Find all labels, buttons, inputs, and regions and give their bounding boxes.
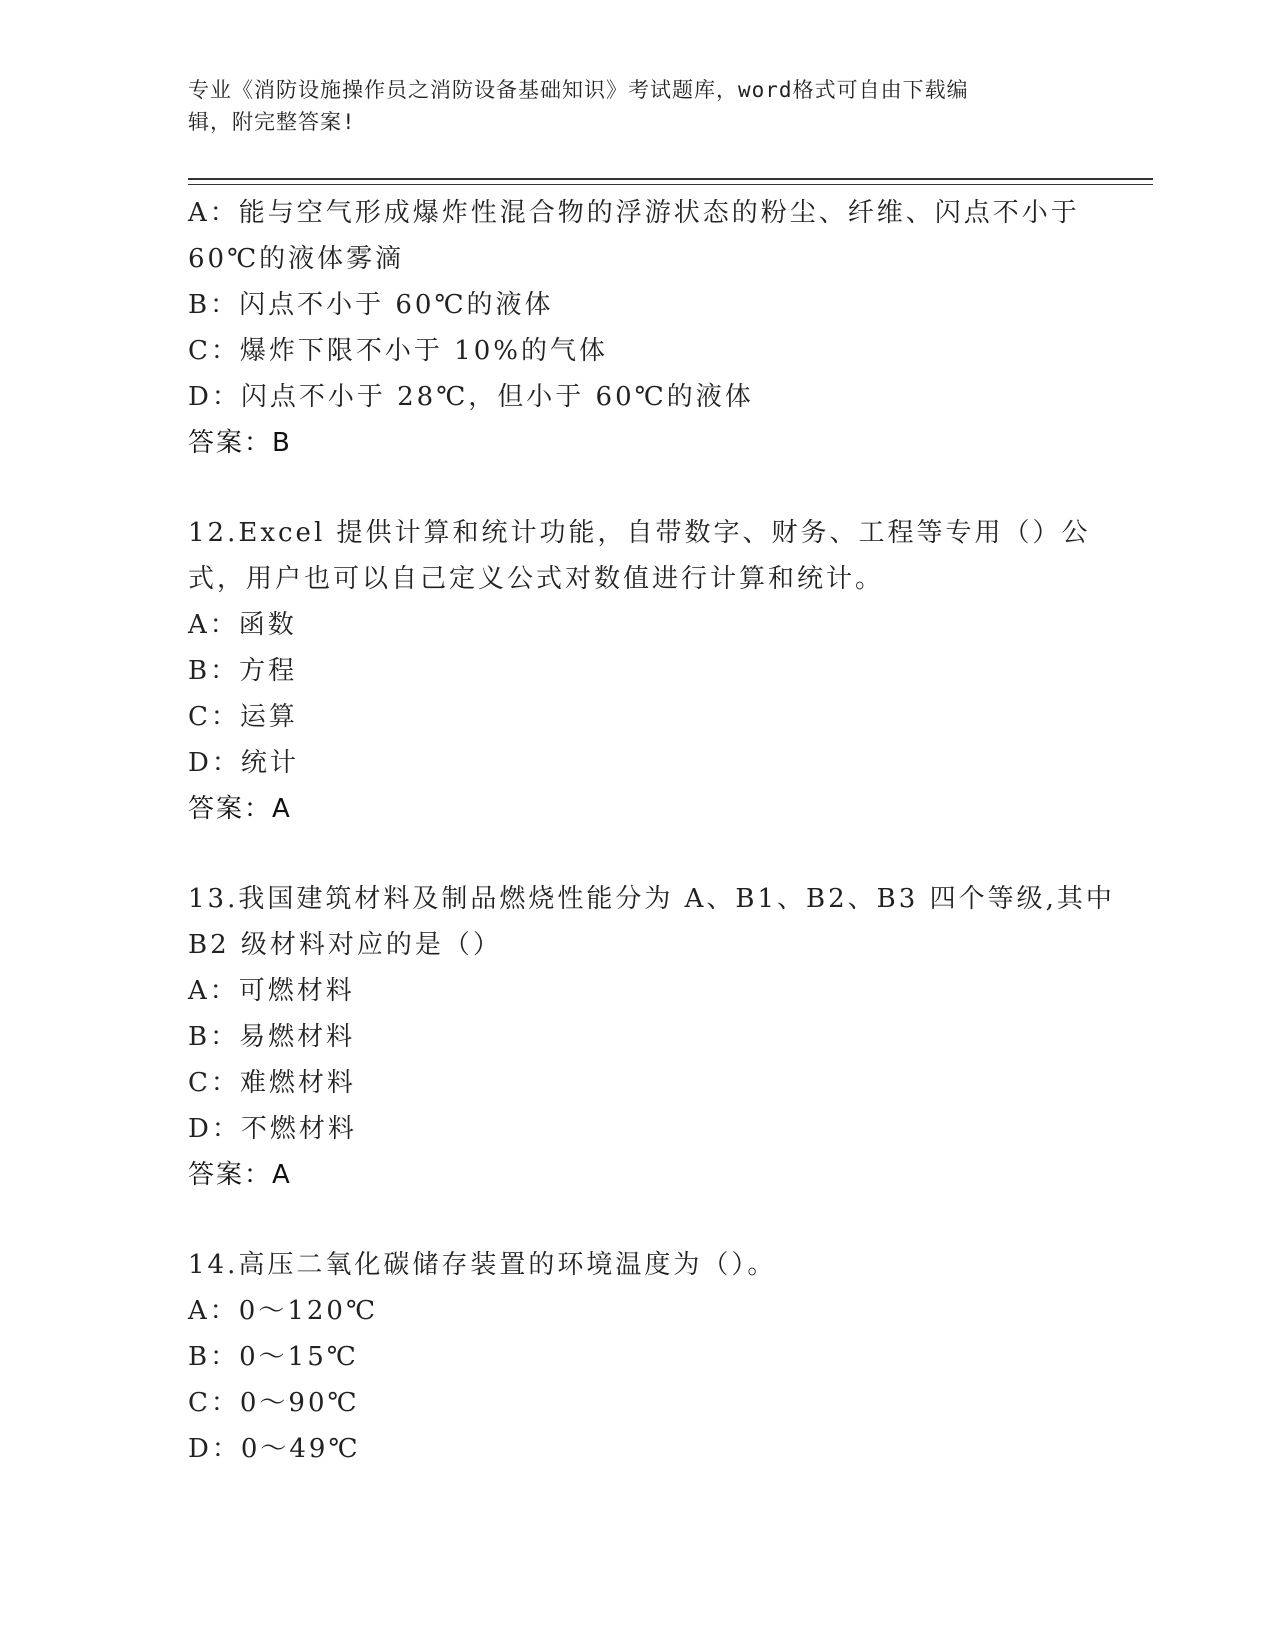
header-line-1: 专业《消防设施操作员之消防设备基础知识》考试题库，word格式可自由下载编 xyxy=(188,78,969,102)
answer: 答案：A xyxy=(188,1160,292,1190)
option-a: A：可燃材料 xyxy=(188,976,355,1006)
option-a: A：函数 xyxy=(188,610,297,640)
question-stem-line-2: 式，用户也可以自己定义公式对数值进行计算和统计。 xyxy=(188,564,885,594)
question-list xyxy=(188,190,1115,1472)
option-d: D：0～49℃ xyxy=(188,1434,361,1464)
document-header xyxy=(188,74,1088,138)
header-divider-top xyxy=(188,178,1153,180)
answer: 答案：B xyxy=(188,428,292,458)
question-stem-line-2: B2 级材料对应的是（） xyxy=(188,930,502,960)
header-line-2: 辑，附完整答案! xyxy=(188,110,356,134)
option-d: D：统计 xyxy=(188,748,299,778)
answer: 答案：A xyxy=(188,794,292,824)
spacer xyxy=(188,1198,1088,1242)
option-b: B：易燃材料 xyxy=(188,1022,356,1052)
option-c: C：运算 xyxy=(188,702,298,732)
option-c: C：0～90℃ xyxy=(188,1388,360,1418)
question-stem-line-1: 13.我国建筑材料及制品燃烧性能分为 A、B1、B2、B3 四个等级,其中 xyxy=(188,884,1115,914)
option-b: B：方程 xyxy=(188,656,298,686)
option-d: D：不燃材料 xyxy=(188,1114,357,1144)
question-14 xyxy=(188,1242,1088,1472)
question-stem-line-1: 14.高压二氧化碳储存装置的环境温度为（）。 xyxy=(188,1250,777,1280)
spacer xyxy=(188,466,1088,510)
option-b: B：0～15℃ xyxy=(188,1342,359,1372)
question-11 xyxy=(188,190,1088,466)
option-b: B：闪点不小于 60℃的液体 xyxy=(188,290,554,320)
header-divider-bottom xyxy=(188,184,1153,185)
spacer xyxy=(188,832,1088,876)
option-a-line-1: A：能与空气形成爆炸性混合物的浮游状态的粉尘、纤维、闪点不小于 xyxy=(188,198,1080,228)
option-a-line-2: 60℃的液体雾滴 xyxy=(188,244,405,274)
option-a: A：0～120℃ xyxy=(188,1296,379,1326)
question-12 xyxy=(188,510,1091,832)
question-13 xyxy=(188,876,1115,1198)
option-d: D：闪点不小于 28℃，但小于 60℃的液体 xyxy=(188,382,754,412)
question-stem-line-1: 12.Excel 提供计算和统计功能，自带数字、财务、工程等专用（）公 xyxy=(188,518,1091,548)
option-c: C：难燃材料 xyxy=(188,1068,356,1098)
option-c: C：爆炸下限不小于 10%的气体 xyxy=(188,336,608,366)
